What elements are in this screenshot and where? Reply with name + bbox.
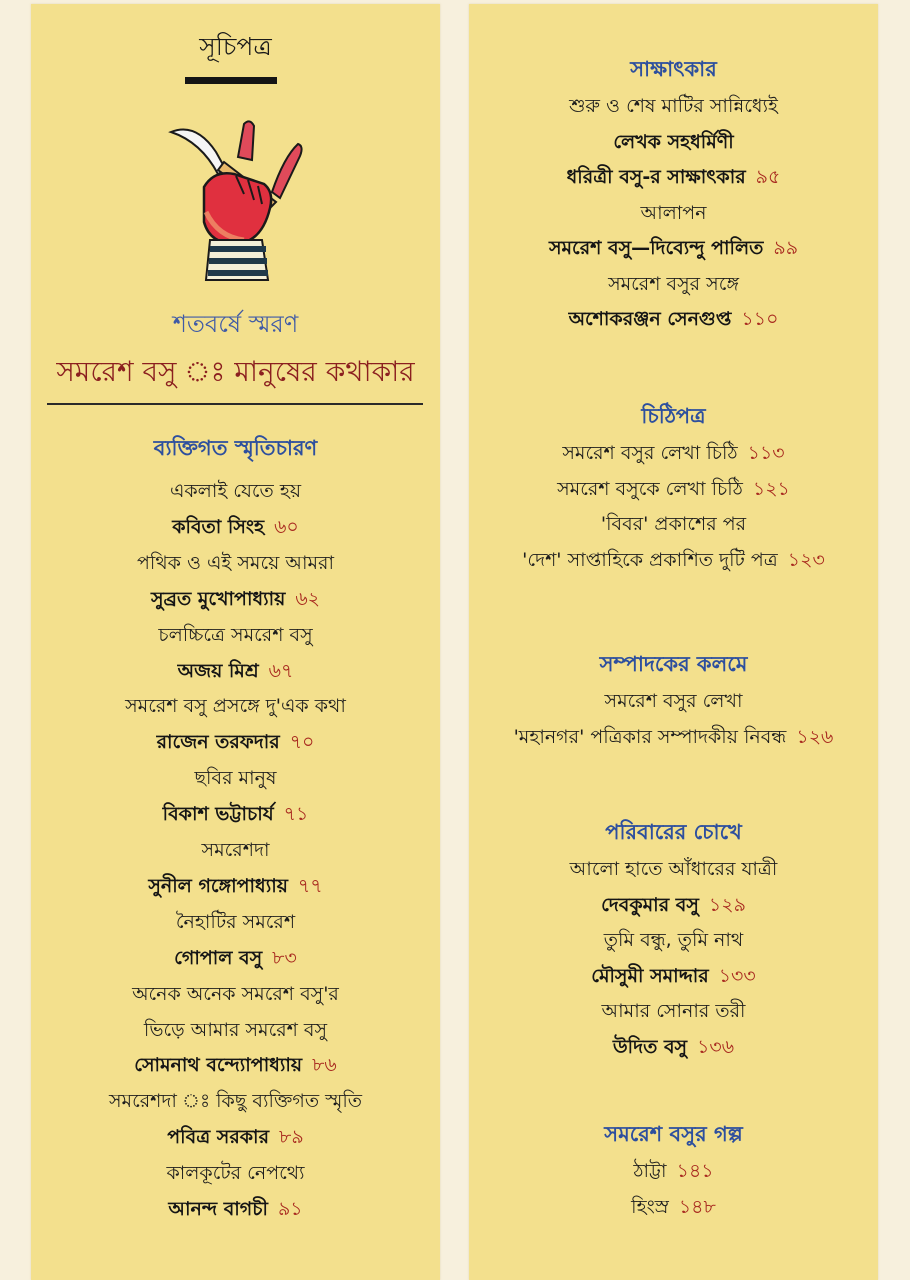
page-number: ১২৯ (708, 894, 746, 916)
entry-article-title: পথিক ও এই সময়ে আমরা (136, 552, 334, 574)
page-number: ১২৬ (796, 726, 834, 748)
page-number: ১২৩ (787, 549, 825, 571)
entry-article-title: অনেক অনেক সমরেশ বসু'র (132, 983, 339, 1005)
entry-article-title: সমরেশ বসু প্রসঙ্গে দু'এক কথা (125, 695, 346, 717)
page-number: ৯১ (277, 1198, 303, 1220)
toc-entry (469, 275, 878, 294)
entry-author-name: অজয় মিশ্র (177, 660, 259, 682)
entry-article-title: সমরেশদা (201, 839, 270, 861)
page-number: ৭১ (283, 803, 309, 825)
section-heading: চিঠিপত্র (641, 404, 706, 428)
entry-author-name: গোপাল বসু (174, 947, 263, 969)
entry-article-title: চলচ্চিত্রে সমরেশ বসু (158, 624, 313, 646)
page-number: ৬০ (274, 516, 299, 538)
toc-entry (469, 204, 878, 223)
right-page-panel (469, 4, 878, 1280)
toc-entry (469, 551, 878, 570)
page-number: ৬৭ (268, 660, 294, 682)
entry-article-title: সমরেশ বসুর সঙ্গে (608, 273, 739, 295)
toc-entry (469, 728, 878, 747)
toc-entry (31, 482, 440, 501)
section-heading-personal-memoirs: ব্যক্তিগত স্মৃতিচারণ (153, 436, 318, 460)
toc-entry (31, 769, 440, 788)
entry-author-name: মৌসুমী সমাদ্দার (591, 965, 709, 987)
toc-entry (31, 1128, 440, 1147)
page-number: ১১৩ (747, 442, 785, 464)
section-heading: সমরেশ বসুর গল্প (604, 1122, 743, 1146)
toc-entry (469, 860, 878, 879)
entry-article-title: 'বিবর' প্রকাশের পর (600, 513, 747, 535)
entry-article-title: 'মহানগর' পত্রিকার সম্পাদকীয় নিবন্ধ (513, 726, 787, 748)
entry-article-title: শুরু ও শেষ মাটির সান্নিধ্যেই (569, 95, 778, 117)
section-heading: সম্পাদকের কলমে (599, 652, 748, 676)
entry-article-title: 'দেশ' সাপ্তাহিকে প্রকাশিত দুটি পত্র (522, 549, 778, 571)
entry-article-title: নৈহাটির সমরেশ (175, 911, 296, 933)
page-number: ১৪১ (676, 1160, 714, 1182)
entry-article-title: ঠাট্টা (633, 1160, 667, 1182)
toc-entry (31, 985, 440, 1004)
entry-author-name: ধরিত্রী বসু-র সাক্ষাৎকার (566, 166, 746, 188)
entry-author-name: সমরেশ বসু—দিব্যেন্দু পালিত (548, 237, 764, 259)
title-underline (185, 77, 277, 84)
page-number: ১৩৬ (697, 1036, 735, 1058)
entry-article-title: একলাই যেতে হয় (169, 480, 302, 502)
entry-author-name: সুব্রত মুখোপাধ্যায় (150, 588, 286, 610)
toc-entry (31, 913, 440, 932)
toc-entry (31, 1200, 440, 1219)
page-number: ৮৬ (312, 1054, 337, 1076)
toc-entry (469, 931, 878, 950)
toc-entry (31, 949, 440, 968)
entry-author-name: লেখক সহধর্মিণী (613, 131, 734, 153)
toc-title: সূচিপত্র (199, 32, 272, 61)
toc-entry (31, 554, 440, 573)
toc-entry (31, 626, 440, 645)
entry-author-name: দেবকুমার বসু (601, 894, 699, 916)
section-heading: পরিবারের চোখে (605, 820, 742, 844)
toc-entry (31, 662, 440, 681)
entry-article-title: কালকূটের নেপথ্যে (166, 1162, 305, 1184)
entry-article-title: সমরেশ বসুর লেখা (604, 690, 743, 712)
toc-entry (469, 1038, 878, 1057)
entry-article-title: তুমি বন্ধু, তুমি নাথ (603, 929, 744, 951)
toc-entry (31, 697, 440, 716)
page-number: ১৩৩ (718, 965, 756, 987)
page-number: ৮৩ (272, 947, 297, 969)
entry-author-name: সোমনাথ বন্দ্যোপাধ্যায় (134, 1054, 303, 1076)
toc-entry (31, 733, 440, 752)
entry-article-title: সমরেশ বসুকে লেখা চিঠি (557, 478, 743, 500)
entry-article-title: আলাপন (640, 202, 707, 224)
page-number: ৭০ (289, 731, 315, 753)
page-number: ৬২ (295, 588, 321, 610)
toc-entry (31, 1164, 440, 1183)
hand-holding-knife-and-pen-emblem-icon (166, 112, 306, 282)
page-number: ৯৫ (755, 166, 781, 188)
toc-entry (31, 841, 440, 860)
toc-entry (469, 692, 878, 711)
entry-author-name: পবিত্র সরকার (167, 1126, 270, 1148)
toc-entry (469, 480, 878, 499)
page-number: ১২১ (752, 478, 790, 500)
page-number: ১১০ (741, 308, 779, 330)
section-heading: সাক্ষাৎকার (630, 57, 717, 81)
entry-author-name: আনন্দ বাগচী (168, 1198, 268, 1220)
toc-entry (469, 515, 878, 534)
toc-entry (469, 310, 878, 329)
entry-author-name: কবিতা সিংহ (172, 516, 265, 538)
toc-entry (31, 1092, 440, 1111)
title-divider (47, 403, 423, 405)
toc-entry (469, 896, 878, 915)
entry-article-title: ভিড়ে আমার সমরেশ বসু (143, 1019, 328, 1041)
entry-article-title: সমরেশ বসুর লেখা চিঠি (562, 442, 738, 464)
toc-entry (469, 1002, 878, 1021)
entry-author-name: বিকাশ ভট্টাচার্য (162, 803, 274, 825)
toc-entry (469, 133, 878, 152)
toc-entry (469, 97, 878, 116)
subtitle-centenary: শতবর্ষে স্মরণ (172, 310, 299, 338)
entry-article-title: আলো হাতে আঁধারের যাত্রী (569, 858, 778, 880)
page-number: ৯৯ (773, 237, 799, 259)
toc-entry (31, 590, 440, 609)
left-page-panel (31, 4, 440, 1280)
toc-entry (469, 444, 878, 463)
page-number: ৮৯ (279, 1126, 304, 1148)
toc-entry (31, 518, 440, 537)
toc-entry (469, 239, 878, 258)
entry-author-name: রাজেন তরফদার (156, 731, 280, 753)
toc-entry (469, 168, 878, 187)
page-number: ১৪৮ (678, 1196, 716, 1218)
entry-author-name: সুনীল গঙ্গোপাধ্যায় (148, 875, 288, 897)
toc-entry (31, 805, 440, 824)
toc-entry (31, 877, 440, 896)
entry-article-title: ছবির মানুষ (194, 767, 277, 789)
toc-entry (469, 967, 878, 986)
entry-article-title: হিংস্র (631, 1196, 669, 1218)
entry-author-name: উদিত বসু (612, 1036, 688, 1058)
toc-entry (31, 1021, 440, 1040)
entry-author-name: অশোকরঞ্জন সেনগুপ্ত (568, 308, 732, 330)
page-number: ৭৭ (297, 875, 323, 897)
entry-article-title: আমার সোনার তরী (601, 1000, 746, 1022)
toc-entry (469, 1198, 878, 1217)
main-title: সমরেশ বসু ঃ মানুষের কথাকার (56, 355, 415, 388)
toc-entry (31, 1056, 440, 1075)
entry-article-title: সমরেশদা ঃ কিছু ব্যক্তিগত স্মৃতি (108, 1090, 363, 1112)
toc-entry (469, 1162, 878, 1181)
